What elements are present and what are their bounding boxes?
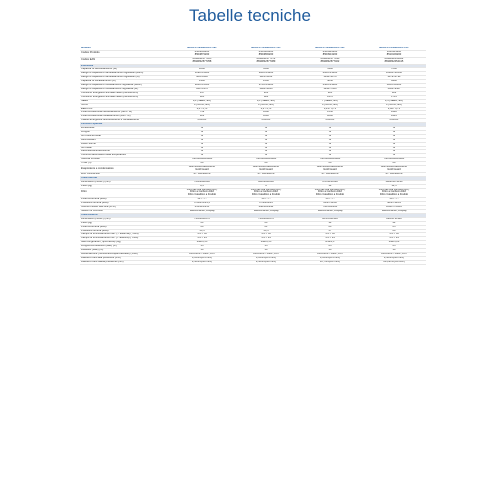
row-value: 24	[234, 162, 298, 166]
row-value: 2420	[362, 111, 426, 115]
row-value: 1290~7000	[298, 87, 362, 91]
row-value: 55,5	[234, 229, 298, 233]
row-value: Sì	[298, 150, 362, 154]
row-label: Auto-Restart	[80, 138, 170, 142]
row-value: 4 (SCOP, EU)	[234, 103, 298, 107]
row-label: Range di capacità di raffreddamento regolabile (W)	[80, 76, 170, 80]
row-label: Range di capacità di riscaldamento regolabile (W)	[80, 87, 170, 91]
row-value: 14,5	[362, 184, 426, 188]
row-value: 615,9mm(5/8 inch)	[362, 260, 426, 264]
row-value: 1715	[362, 95, 426, 99]
row-value: 6,4 (SEER, EU)	[362, 99, 426, 103]
row-value: Sì	[234, 130, 298, 134]
row-value: 23	[170, 221, 234, 225]
row-value: 4 (SCOP, EU)	[298, 103, 362, 107]
row-value: 6,35mm(1/4 inch)	[298, 256, 362, 260]
row-value: Sì	[362, 142, 426, 146]
row-value: 760/560/460	[298, 206, 362, 210]
row-label: LongAir	[80, 130, 170, 134]
row-label: Dislivello (Max) (m)	[80, 249, 170, 253]
row-value: 12	[298, 184, 362, 188]
row-value: 709x290x200	[170, 180, 234, 184]
row-label: Potenza sonora (dBA)	[80, 198, 170, 202]
column-header-model: BEHPG 180/BEHPG 181	[298, 47, 362, 50]
row-value: 285	[298, 91, 362, 95]
row-value: Sì	[298, 154, 362, 158]
row-value: 10	[170, 249, 234, 253]
row-value: -15 ~ 24	[234, 237, 298, 241]
row-value: 8,5	[170, 184, 234, 188]
row-value: 3079~8792	[362, 76, 426, 80]
row-value: Sì	[170, 134, 234, 138]
row-value: Filtro ad Alta Densità (2pz) Filtro a Carboni Attivi Filtro Catalitico a Freddo	[170, 188, 234, 198]
row-label: Range di capacità di riscaldamento regolabile (Btu/h)	[80, 84, 170, 88]
row-label: Consumo energetico annuale caldo (kWh/annum)	[80, 95, 170, 99]
row-label: Codice Prodotto	[80, 50, 170, 57]
row-value: 1084~4220	[234, 87, 298, 91]
row-value: 2500	[234, 80, 298, 84]
row-label: Evaporatore e condensatore	[80, 166, 170, 173]
row-value: 451/325/255	[170, 206, 234, 210]
column-header-label: Modello	[80, 47, 170, 50]
row-value: 220-240V~ 50Hz, 1Ph	[234, 252, 298, 256]
row-value: 9,52mm(3/8 inch)	[362, 256, 426, 260]
row-value: 4050	[298, 80, 362, 84]
row-value: 24	[362, 162, 426, 166]
row-value: 886	[234, 95, 298, 99]
row-label: Peso (kg)	[80, 184, 170, 188]
row-label: Potenza Assorbita raffreddamento (Nom. W)	[80, 111, 170, 115]
row-value: 6,35mm(1/4 inch)	[234, 256, 298, 260]
row-value: R32/0,55	[170, 241, 234, 245]
row-value: 720x495x270	[170, 217, 234, 221]
row-value: Sì	[362, 154, 426, 158]
row-value: 3,23 / 3,71	[298, 107, 362, 111]
row-value: Sì - HomeWhiz	[234, 172, 298, 176]
row-value: 37/20/15/23,5	[170, 202, 234, 206]
row-label: Diametro tubo alta pressione (mm)	[80, 256, 170, 260]
row-value: Sì	[298, 138, 362, 142]
row-label: Controllo automatico della temperatura	[80, 154, 170, 158]
row-value: 8600~21400	[298, 72, 362, 76]
row-value: Sì	[298, 146, 362, 150]
row-value: 37/30/26/25	[234, 202, 298, 206]
row-value: 24	[298, 162, 362, 166]
row-value: Sì	[234, 134, 298, 138]
row-value: 8,2 (SEER, EU)	[170, 99, 234, 103]
row-label: Lunghezza tubazioni (Max) (m)	[80, 245, 170, 249]
row-label: Volume Flusso Dell'Aria (m³/h)	[80, 206, 170, 210]
row-value: 42	[362, 221, 426, 225]
section-title: Funzioni Speciali	[80, 123, 426, 127]
row-value: Turbo/A/M/B/Auto	[170, 158, 234, 162]
row-value: Turbo/A/M/B/Auto	[362, 158, 426, 162]
row-value: Sì	[234, 142, 298, 146]
row-value: Sì	[170, 142, 234, 146]
row-value: 8690842054422 8690842054415	[362, 57, 426, 64]
row-value: 9,52mm(3/8 inch)	[170, 260, 234, 264]
row-value: A++/A+	[298, 119, 362, 123]
row-value: 65	[362, 225, 426, 229]
row-value: 805	[170, 95, 234, 99]
row-value: 24	[170, 162, 234, 166]
row-value: Sì	[170, 146, 234, 150]
row-value: 7000	[362, 68, 426, 72]
row-value: 9	[234, 184, 298, 188]
row-value: A++/A+	[234, 119, 298, 123]
table-row	[80, 166, 426, 173]
row-value: Alluminio/Rivestimento Gold Guard	[170, 166, 234, 173]
row-value: 3,4 / 3,71	[170, 107, 234, 111]
row-value: 6,35mm(1/4 inch)	[170, 256, 234, 260]
row-value: Sì - HomeWhiz	[170, 172, 234, 176]
row-value: 1524~9467	[362, 87, 426, 91]
row-value: -15 ~ 50	[362, 233, 426, 237]
row-value: 1550	[298, 111, 362, 115]
row-value: R32/0,55	[234, 241, 298, 245]
row-label: Potenza Assorbita riscaldamento (Nom. W)	[80, 115, 170, 119]
row-value: R32/1,1	[298, 241, 362, 245]
row-value: Alluminio/Rivestimento Gold Guard	[298, 166, 362, 173]
row-value: 1470	[298, 95, 362, 99]
row-value: 220-240V~ 50Hz, 1Ph	[170, 252, 234, 256]
row-value: -15 ~ 24	[362, 237, 426, 241]
row-value: Sì	[234, 127, 298, 131]
row-value: 4 (SCOP, EU)	[170, 103, 234, 107]
row-value: 220-240V~ 50Hz, 1Ph	[298, 252, 362, 256]
row-value: 498/365/298	[234, 206, 298, 210]
row-value: 60	[170, 225, 234, 229]
row-label: SCOP	[80, 103, 170, 107]
row-label: Capacità di riscaldamento (W)	[80, 80, 170, 84]
row-value: 147	[170, 91, 234, 95]
row-value: Alluminio/Rivestimento Gold Guard	[234, 166, 298, 173]
row-value: 3500	[234, 68, 298, 72]
row-value: 3190~11000	[170, 72, 234, 76]
row-value: Sì	[298, 130, 362, 134]
row-label: Classe Energetica raffrescamento e riscaldamento	[80, 119, 170, 123]
page-title: Tabelle tecniche	[189, 6, 311, 25]
table-row	[80, 50, 426, 57]
row-value: 890x673x342	[362, 217, 426, 221]
row-value: 10	[234, 249, 298, 253]
row-value: 2800~11500	[170, 84, 234, 88]
row-value: Sì	[362, 134, 426, 138]
row-label: Dimensioni (LxAxP) (mm)	[80, 180, 170, 184]
spec-table	[80, 47, 426, 265]
row-value: 15	[234, 245, 298, 249]
row-value: Sì	[170, 127, 234, 131]
row-value: 12,7mm(1/2 inch)	[298, 260, 362, 264]
row-value: 5300	[298, 68, 362, 72]
row-value: 1800	[298, 115, 362, 119]
row-value: Sì	[234, 150, 298, 154]
row-value: Turbo/A/M/B/Auto	[298, 158, 362, 162]
row-label: Filtro	[80, 188, 170, 198]
row-value: Telecomando, Display	[170, 209, 234, 213]
row-value: 720x495x270	[234, 217, 298, 221]
row-value: 2600	[170, 68, 234, 72]
row-value: 8503903200 8503893200	[234, 50, 298, 57]
row-label: Campo di funzionamento risc. (T. Esterna) (°CBS)	[80, 237, 170, 241]
row-label: WiFi Connection	[80, 172, 170, 176]
row-value: 759	[170, 111, 234, 115]
row-value: 1238	[234, 111, 298, 115]
row-label: SEER	[80, 99, 170, 103]
row-value: 10	[362, 249, 426, 253]
row-value: Sì - HomeWhiz	[362, 172, 426, 176]
row-value: 2,82 / 3,71	[362, 107, 426, 111]
row-value: Sì - HomeWhiz	[298, 172, 362, 176]
row-value: -15 ~ 50	[170, 233, 234, 237]
row-label: Capacità di raffreddamento (W)	[80, 68, 170, 72]
row-value: 383	[362, 91, 426, 95]
row-value: Sì	[234, 138, 298, 142]
row-label: Campo di funzionamento raffr. (T. Esterna) (°CBS)	[80, 233, 170, 237]
row-value: Telecomando, Display	[362, 209, 426, 213]
row-value: 58 / - / -	[362, 198, 426, 202]
row-value: Telecomando, Display	[234, 209, 298, 213]
row-value: 5200~30300	[362, 84, 426, 88]
row-value: 57	[298, 229, 362, 233]
row-value: Turbo/A/M/B/Auto	[234, 158, 298, 162]
row-value: Sì	[362, 127, 426, 131]
row-value: -15 ~ 24	[298, 237, 362, 241]
row-value: Sì	[298, 134, 362, 138]
row-label: Jet Cool/Jet Heat	[80, 134, 170, 138]
row-value: 56 / - / -	[298, 198, 362, 202]
row-value: 8690842577365 8690842577358	[170, 57, 234, 64]
row-value: 2425	[362, 115, 426, 119]
row-label: Codice EAN	[80, 57, 170, 64]
row-value: Sì	[362, 130, 426, 134]
row-value: 41/37/31/30	[298, 202, 362, 206]
row-value: 971x321x228	[298, 180, 362, 184]
row-value: Sì	[362, 146, 426, 150]
row-value: Sì	[170, 138, 234, 142]
row-value: 48/37/34/31	[362, 202, 426, 206]
column-header-model: BEHPG 240/BEHPG 241	[362, 47, 426, 50]
row-value: Sì	[234, 146, 298, 150]
row-value: 3,3 / 3,71	[234, 107, 298, 111]
column-header-model: BEHPG 120/BEHPG 121	[234, 47, 298, 50]
row-value: Alluminio/Rivestimento Gold Guard	[362, 166, 426, 173]
row-value: Telecomando, Display	[298, 209, 362, 213]
row-value: 1090/770/610	[362, 206, 426, 210]
row-label: Sistemi di controllo	[80, 209, 170, 213]
table-row	[80, 57, 426, 64]
row-label: Gas refrigerante (Tipo/Carica) (Kg)	[80, 241, 170, 245]
row-label: Consumo energetico annuale caldo (kWh/annum)	[80, 91, 170, 95]
row-label: Potenza sonora (dBA)	[80, 225, 170, 229]
row-value: 2300	[170, 80, 234, 84]
row-value: -15 ~ 24	[170, 237, 234, 241]
row-label: Pressione sonora (dBA)	[80, 202, 170, 206]
row-value: 55,5	[170, 229, 234, 233]
row-value: 1114~4162	[234, 76, 298, 80]
row-value: R32/1,23	[362, 241, 426, 245]
row-value: Sì	[170, 130, 234, 134]
row-value: 862x295x200	[234, 180, 298, 184]
row-value: Filtro ad Alta Densità (2pz) Filtro a Carboni Attivi Filtro Catalitico a Freddo	[298, 188, 362, 198]
row-value: 220-240V~ 50Hz, 1Ph	[362, 252, 426, 256]
row-value: A++/A+	[170, 119, 234, 123]
row-value: 805x554x330	[298, 217, 362, 221]
row-label: Velocità Ventola	[80, 158, 170, 162]
row-value: 8,1 (SEER, EU)	[234, 99, 298, 103]
section-title: Unità esterna	[80, 213, 426, 217]
row-value: 63	[298, 225, 362, 229]
row-value: Sì	[298, 142, 362, 146]
row-value: A++/A+	[362, 119, 426, 123]
row-value: 813	[170, 115, 234, 119]
row-value: 8900	[362, 80, 426, 84]
row-label: ZoneFollow	[80, 127, 170, 131]
row-label: Go Clean	[80, 146, 170, 150]
column-header-model: BEHPG 090/BEHPG 091	[170, 47, 234, 50]
row-value: Sì	[234, 154, 298, 158]
row-value: 201	[234, 91, 298, 95]
row-value: 7 (SEER, EU)	[298, 99, 362, 103]
row-value: 61	[234, 225, 298, 229]
row-label: Pressione sonora (dBA)	[80, 229, 170, 233]
row-value: 8503883200 8503873200	[170, 50, 234, 57]
row-value: 25	[362, 245, 426, 249]
table-row	[80, 260, 426, 264]
row-value: 8510113200 8510103200	[362, 50, 426, 57]
row-label: Deumidificazione/Defrost	[80, 150, 170, 154]
row-value: 9,52mm(3/8 inch)	[234, 260, 298, 264]
row-value: 3800~14200	[234, 72, 298, 76]
row-label: Peso (kg)	[80, 221, 170, 225]
row-value: 10900~30500	[362, 72, 426, 76]
row-label: Timer (h)	[80, 162, 170, 166]
row-value: Sì	[298, 127, 362, 131]
row-value: 15	[170, 245, 234, 249]
row-value: 1018	[234, 115, 298, 119]
row-value: Sì	[170, 154, 234, 158]
section-title: Unità interna	[80, 176, 426, 180]
row-value: 3700~14400	[234, 84, 298, 88]
row-value: 8503923200 8503913200	[298, 50, 362, 57]
row-value: -15 ~ 50	[234, 233, 298, 237]
row-value: 54 / - / -	[234, 198, 298, 202]
row-value: -15 ~ 50	[298, 233, 362, 237]
row-value: Sì	[170, 150, 234, 154]
row-value: Filtro ad Alta Densità (2pz) Filtro a Carboni Attivi Filtro Catalitico a Freddo	[234, 188, 298, 198]
table-row	[80, 188, 426, 198]
row-value: 52 / - / -	[170, 198, 234, 202]
row-label: Dimensioni (LxAxP) (mm)	[80, 217, 170, 221]
spec-table-body	[80, 47, 426, 264]
row-value: 32	[298, 221, 362, 225]
row-value: 1082x337x234	[362, 180, 426, 184]
row-value: 23	[234, 221, 298, 225]
row-label: Range di capacità di raffreddamento regolabile (Btu/h)	[80, 72, 170, 76]
row-value: 10	[298, 249, 362, 253]
row-label: Dolce Sonno	[80, 142, 170, 146]
row-value: 60	[362, 229, 426, 233]
row-value: 909~3400	[170, 76, 234, 80]
row-value: Filtro ad Alta Densità (2pz) Filtro a Carboni Attivi Filtro Catalitico a Freddo	[362, 188, 426, 198]
row-label: Diametro tubo bassa pressione (mm)	[80, 260, 170, 264]
row-value: 8690842577396 8690842577402	[298, 57, 362, 64]
row-value: 821~3370	[170, 87, 234, 91]
row-value: 8690842577372 8690842577389	[234, 57, 298, 64]
row-value: 1934~6270	[298, 76, 362, 80]
row-label: EER/COP	[80, 107, 170, 111]
section-title: Efficienza	[80, 64, 426, 68]
row-label: Alimentazione (Tensione/Frequenza/Fase) (V/Hz)	[80, 252, 170, 256]
row-value: 4400~23900	[298, 84, 362, 88]
row-value: Sì	[362, 138, 426, 142]
row-value: 25	[298, 245, 362, 249]
row-value: Sì	[362, 150, 426, 154]
row-value: 4 (SCOP, EU)	[362, 103, 426, 107]
